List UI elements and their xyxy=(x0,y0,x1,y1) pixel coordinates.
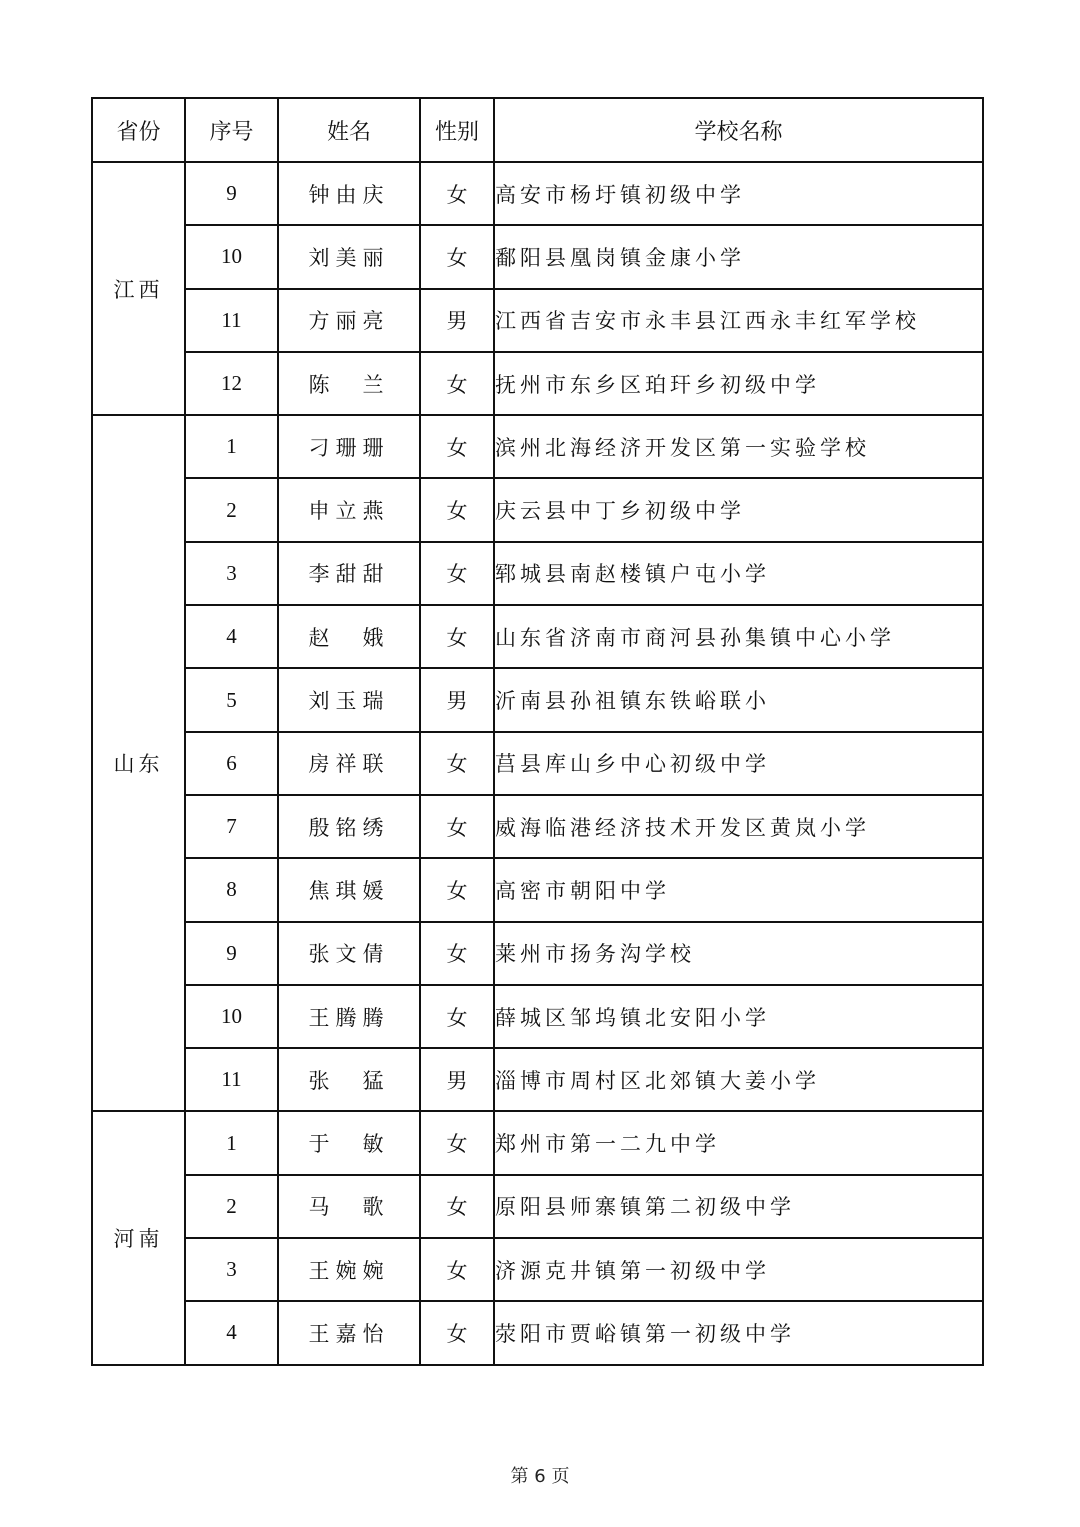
index-cell: 4 xyxy=(185,605,278,668)
table-row xyxy=(92,162,983,225)
table-row xyxy=(92,1111,983,1174)
name-cell: 张 猛 xyxy=(278,1048,420,1111)
gender-cell: 女 xyxy=(420,225,494,288)
school-cell: 沂南县孙祖镇东铁峪联小 xyxy=(494,668,983,731)
school-cell: 莱州市扬务沟学校 xyxy=(494,922,983,985)
name-cell: 刘美丽 xyxy=(278,225,420,288)
table-row xyxy=(92,289,983,352)
index-cell: 9 xyxy=(185,922,278,985)
table-row xyxy=(92,922,983,985)
name-cell: 于 敏 xyxy=(278,1111,420,1174)
table-row xyxy=(92,478,983,541)
school-cell: 荥阳市贾峪镇第一初级中学 xyxy=(494,1301,983,1364)
name-cell: 房祥联 xyxy=(278,732,420,795)
name-cell: 刁珊珊 xyxy=(278,415,420,478)
province-cell: 山东 xyxy=(92,415,185,1111)
name-cell: 殷铭绣 xyxy=(278,795,420,858)
index-cell: 10 xyxy=(185,225,278,288)
school-cell: 威海临港经济技术开发区黄岚小学 xyxy=(494,795,983,858)
index-cell: 11 xyxy=(185,1048,278,1111)
gender-cell: 女 xyxy=(420,415,494,478)
header-gender: 性别 xyxy=(420,98,494,162)
name-cell: 马 歌 xyxy=(278,1175,420,1238)
province-cell: 河南 xyxy=(92,1111,185,1364)
gender-cell: 女 xyxy=(420,162,494,225)
index-cell: 8 xyxy=(185,858,278,921)
table-row xyxy=(92,858,983,921)
gender-cell: 女 xyxy=(420,922,494,985)
gender-cell: 男 xyxy=(420,1048,494,1111)
table-row xyxy=(92,1301,983,1364)
school-cell: 淄博市周村区北郊镇大姜小学 xyxy=(494,1048,983,1111)
table-row xyxy=(92,1175,983,1238)
name-cell: 王腾腾 xyxy=(278,985,420,1048)
school-cell: 高密市朝阳中学 xyxy=(494,858,983,921)
school-cell: 抚州市东乡区珀玕乡初级中学 xyxy=(494,352,983,415)
header-province: 省份 xyxy=(92,98,185,162)
gender-cell: 女 xyxy=(420,352,494,415)
index-cell: 3 xyxy=(185,542,278,605)
name-cell: 李甜甜 xyxy=(278,542,420,605)
school-cell: 滨州北海经济开发区第一实验学校 xyxy=(494,415,983,478)
name-cell: 赵 娥 xyxy=(278,605,420,668)
table-row xyxy=(92,985,983,1048)
index-cell: 7 xyxy=(185,795,278,858)
table-row xyxy=(92,1238,983,1301)
header-school: 学校名称 xyxy=(494,98,983,162)
gender-cell: 女 xyxy=(420,732,494,795)
school-cell: 济源克井镇第一初级中学 xyxy=(494,1238,983,1301)
index-cell: 4 xyxy=(185,1301,278,1364)
gender-cell: 女 xyxy=(420,542,494,605)
gender-cell: 男 xyxy=(420,668,494,731)
gender-cell: 女 xyxy=(420,1238,494,1301)
header-name: 姓名 xyxy=(278,98,420,162)
page-number: 第 6 页 xyxy=(510,1466,570,1487)
name-cell: 申立燕 xyxy=(278,478,420,541)
index-cell: 2 xyxy=(185,1175,278,1238)
name-cell: 王嘉怡 xyxy=(278,1301,420,1364)
index-cell: 1 xyxy=(185,415,278,478)
index-cell: 12 xyxy=(185,352,278,415)
index-cell: 11 xyxy=(185,289,278,352)
gender-cell: 女 xyxy=(420,1301,494,1364)
table-row xyxy=(92,352,983,415)
index-cell: 9 xyxy=(185,162,278,225)
school-cell: 郑州市第一二九中学 xyxy=(494,1111,983,1174)
index-cell: 10 xyxy=(185,985,278,1048)
name-cell: 王婉婉 xyxy=(278,1238,420,1301)
gender-cell: 女 xyxy=(420,985,494,1048)
school-cell: 山东省济南市商河县孙集镇中心小学 xyxy=(494,605,983,668)
gender-cell: 女 xyxy=(420,858,494,921)
table-row xyxy=(92,795,983,858)
index-cell: 1 xyxy=(185,1111,278,1174)
school-cell: 鄱阳县凰岗镇金康小学 xyxy=(494,225,983,288)
table-row xyxy=(92,668,983,731)
teacher-roster-table xyxy=(91,97,984,1366)
school-cell: 原阳县师寨镇第二初级中学 xyxy=(494,1175,983,1238)
gender-cell: 女 xyxy=(420,1111,494,1174)
name-cell: 方丽亮 xyxy=(278,289,420,352)
index-cell: 3 xyxy=(185,1238,278,1301)
gender-cell: 女 xyxy=(420,605,494,668)
name-cell: 刘玉瑞 xyxy=(278,668,420,731)
gender-cell: 男 xyxy=(420,289,494,352)
index-cell: 6 xyxy=(185,732,278,795)
school-cell: 郓城县南赵楼镇户屯小学 xyxy=(494,542,983,605)
table-row xyxy=(92,415,983,478)
school-cell: 薛城区邹坞镇北安阳小学 xyxy=(494,985,983,1048)
school-cell: 庆云县中丁乡初级中学 xyxy=(494,478,983,541)
name-cell: 钟由庆 xyxy=(278,162,420,225)
table-row xyxy=(92,732,983,795)
table-row xyxy=(92,225,983,288)
table-row xyxy=(92,1048,983,1111)
school-cell: 高安市杨圩镇初级中学 xyxy=(494,162,983,225)
table-row xyxy=(92,605,983,668)
index-cell: 5 xyxy=(185,668,278,731)
name-cell: 张文倩 xyxy=(278,922,420,985)
table-header-row xyxy=(92,98,983,162)
header-index: 序号 xyxy=(185,98,278,162)
name-cell: 陈 兰 xyxy=(278,352,420,415)
gender-cell: 女 xyxy=(420,795,494,858)
index-cell: 2 xyxy=(185,478,278,541)
table-row xyxy=(92,542,983,605)
school-cell: 江西省吉安市永丰县江西永丰红军学校 xyxy=(494,289,983,352)
gender-cell: 女 xyxy=(420,1175,494,1238)
name-cell: 焦琪媛 xyxy=(278,858,420,921)
province-cell: 江西 xyxy=(92,162,185,415)
gender-cell: 女 xyxy=(420,478,494,541)
school-cell: 莒县库山乡中心初级中学 xyxy=(494,732,983,795)
